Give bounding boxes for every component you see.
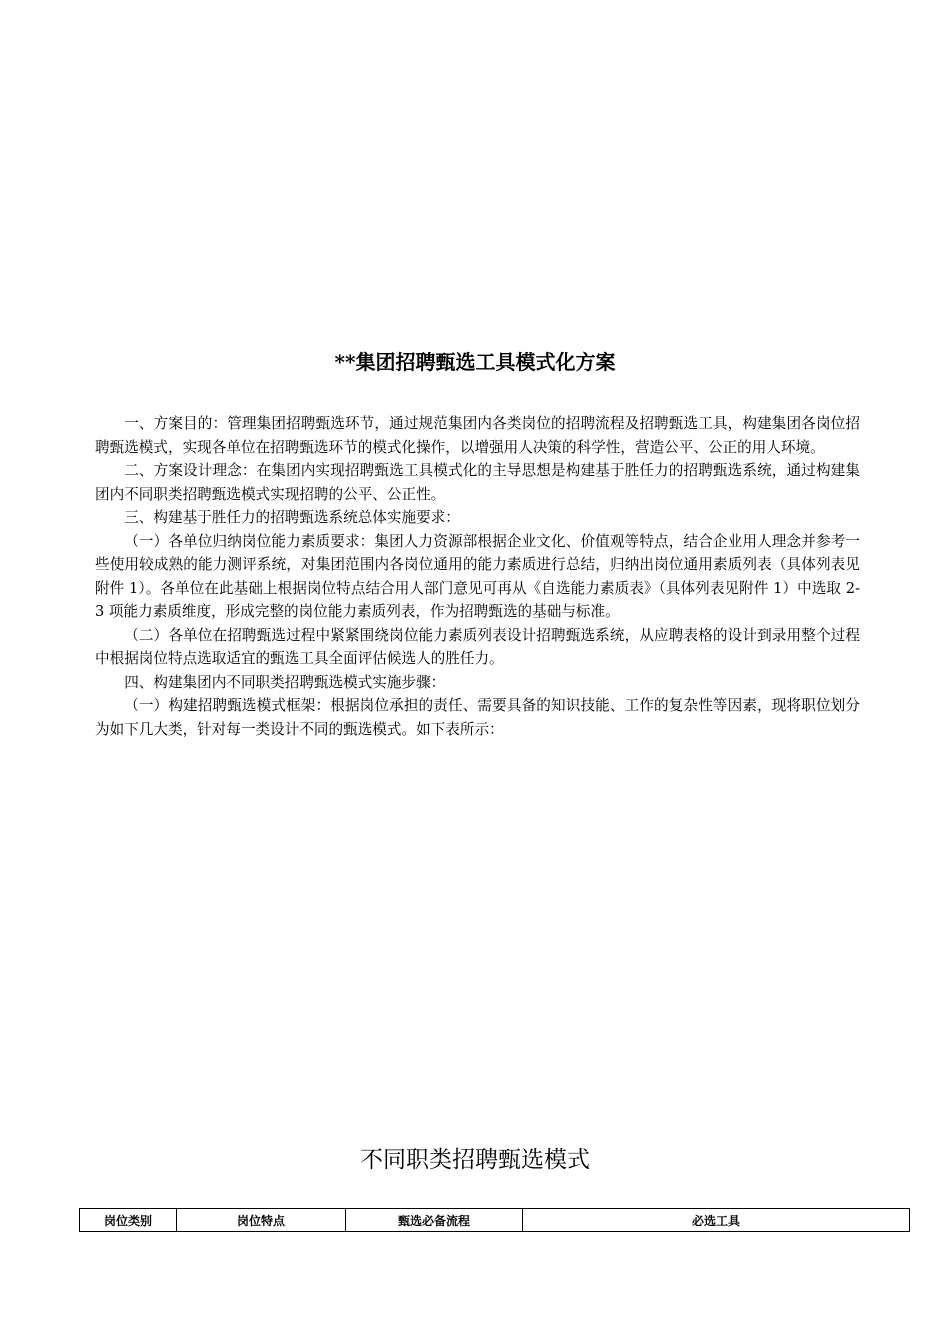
paragraph-step-1: （一）构建招聘甄选模式框架：根据岗位承担的责任、需要具备的知识技能、工作的复杂性等因素，现将职位划分为如下几大类，针对每一类设计不同的甄选模式。如下表所示： bbox=[95, 697, 860, 738]
table-header-row bbox=[80, 1209, 910, 1232]
header-position-features: 岗位特点 bbox=[177, 1209, 346, 1232]
document-title: **集团招聘甄选工具模式化方案 bbox=[334, 350, 616, 374]
paragraph-purpose: 一、方案目的：管理集团招聘甄选环节，通过规范集团内各类岗位的招聘流程及招聘甄选工具，构建集团各岗位招聘甄选模式，实现各单位在招聘甄选环节的模式化操作，以增强用人决策的科学性，营造公平、公正的用人环境。 bbox=[95, 415, 860, 456]
header-required-tools: 必选工具 bbox=[523, 1209, 910, 1232]
paragraph-overall-requirements: 三、构建基于胜任力的招聘甄选系统总体实施要求： bbox=[124, 509, 460, 526]
header-position-category: 岗位类别 bbox=[80, 1209, 177, 1232]
paragraph-design-concept: 二、方案设计理念：在集团内实现招聘甄选工具模式化的主导思想是构建基于胜任力的招聘甄选系统，通过构建集团内不同职类招聘甄选模式实现招聘的公平、公正性。 bbox=[95, 462, 860, 503]
section-title: 不同职类招聘甄选模式 bbox=[360, 1147, 590, 1173]
header-required-process: 甄选必备流程 bbox=[346, 1209, 523, 1232]
paragraph-requirement-2: （二）各单位在招聘甄选过程中紧紧围绕岗位能力素质列表设计招聘甄选系统，从应聘表格的设计到录用整个过程中根据岗位特点选取适宜的甄选工具全面评估候选人的胜任力。 bbox=[95, 626, 860, 667]
paragraph-implementation-steps: 四、构建集团内不同职类招聘甄选模式实施步骤： bbox=[124, 673, 446, 691]
recruitment-mode-table bbox=[79, 1208, 910, 1232]
paragraph-requirement-1: （一）各单位归纳岗位能力素质要求：集团人力资源部根据企业文化、价值观等特点，结合企业用人理念并参考一些使用较成熟的能力测评系统，对集团范围内各岗位通用的能力素质进行总结，归纳出岗位通用素质列表（具体列表见附件 1）。各单位在此基础上根据岗位特点结合用人部门意见可再从《自选能力素质表》（具体列表见附件 1）中选取 2-3 项能力素质维度，形成完整的岗位能力素质列表，作为招聘甄选的基础与标准。 bbox=[95, 532, 860, 620]
document-body bbox=[95, 412, 860, 741]
